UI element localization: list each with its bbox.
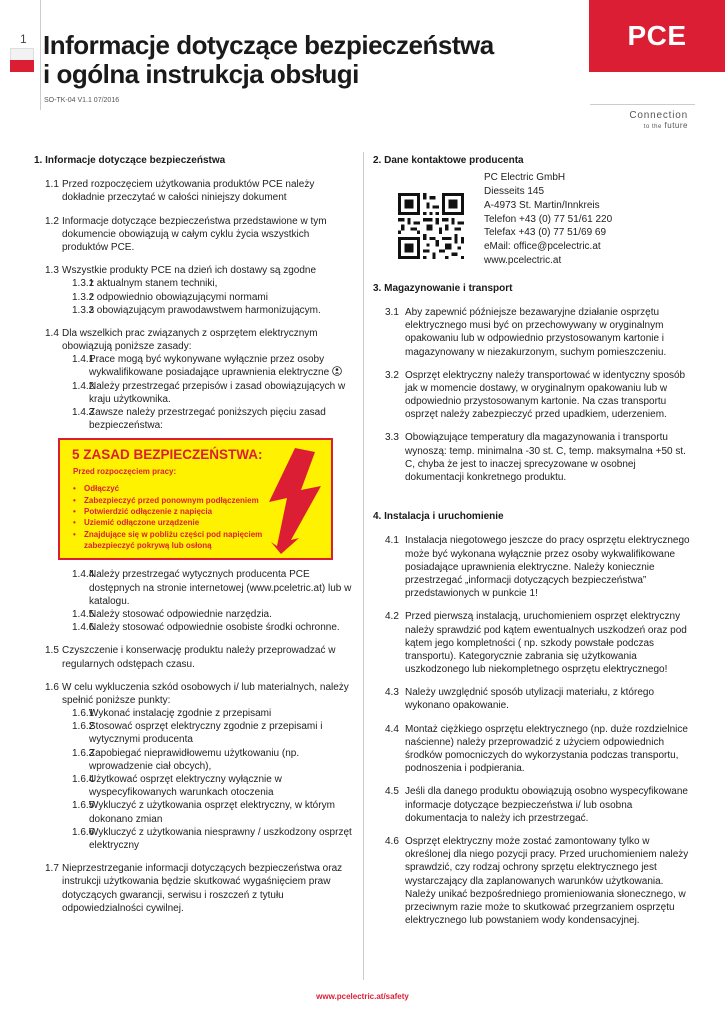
pce-logo	[589, 0, 725, 72]
list-item	[373, 610, 695, 676]
item-text: Wykluczyć z użytkowania osprzęt elektryczny, w którym dokonano zmian	[89, 800, 335, 825]
safety-box-title: 5 ZASAD BEZPIECZEŃSTWA:	[72, 447, 263, 463]
list-item	[34, 681, 356, 852]
page-number: 1	[20, 32, 27, 46]
item-text: Jeśli dla danego produktu obowiązują osobno wyspecyfikowane informacje dotyczące bezpieczeństwa i/ lub osobna dokumentacja to należy ich przestrzegać.	[405, 786, 688, 824]
list-item	[373, 306, 695, 359]
item-number: 1.4.3	[72, 407, 95, 418]
section-3-heading: 3. Magazynowanie i transport	[373, 282, 513, 294]
logo-text: PCE	[627, 19, 687, 51]
item-text: Osprzęt elektryczny należy transportować w identyczny sposób jak w momencie dostawy, w oryginalnym opakowaniu lub w odpowiednio przystosowanym kartonie. Na czas transportu osprzęt należy zabezpieczyć przed upadkiem, uderzeniem.	[405, 369, 686, 421]
item-text: Należy przestrzegać wytycznych producenta PCE dostępnych na stronie internetowej (www.pceletric.at) lub w katalogu.	[89, 569, 352, 607]
list-item	[34, 264, 356, 317]
item-text: Użytkować osprzęt elektryczny wyłącznie w wyspecyfikowanych warunkach otoczenia	[89, 774, 282, 799]
item-text: Informacje dotyczące bezpieczeństwa przedstawione w tym dokumencie obowiązują w całym cyklu życia wszystkich produktów PCE.	[62, 215, 327, 253]
item-text: Czyszczenie i konserwację produktu należy przeprowadzać w regularnych odstępach czasu.	[62, 645, 336, 670]
item-number: 1.4.5	[72, 608, 95, 620]
page-title	[43, 31, 513, 89]
tagline-future: future	[664, 121, 688, 131]
bullet: •	[73, 507, 76, 517]
right-column	[373, 154, 695, 937]
tagline-to-the: to the	[643, 124, 662, 131]
sub-item	[61, 747, 356, 773]
sub-item	[61, 353, 356, 379]
item-number: 3.1	[385, 306, 399, 318]
sub-item	[61, 707, 356, 720]
sub-item	[61, 773, 356, 799]
tagline-future-line	[629, 121, 688, 132]
sub-item	[61, 304, 356, 317]
item-number: 1.6.2	[72, 721, 95, 733]
item-text: Instalacja niegotowego jeszcze do pracy osprzętu elektrycznego może być wykonana wyłącznie przez osoby wykwalifikowane posiadające uprawnienia elektryczne. Należy koniecznie przestrzegać „informacji dotyczących bezpieczeństwa” przedstawionych w punkcie 1!	[405, 535, 690, 600]
item-number: 4.4	[385, 723, 399, 735]
item-number: 1.6.1	[72, 708, 95, 720]
list-item	[34, 215, 356, 255]
item-number: 1.1	[45, 179, 59, 191]
safety-rule	[73, 529, 273, 552]
item-number: 1.6	[45, 681, 59, 693]
contact-details	[484, 171, 612, 268]
safety-rules-box	[58, 438, 333, 560]
section-2-heading: 2. Dane kontaktowe producenta	[373, 155, 524, 166]
safety-rule	[73, 517, 273, 528]
safety-rule	[73, 483, 273, 494]
item-text: Montaż ciężkiego osprzętu elektrycznego (np. duże rozdzielnice naścienne) należy przeprowadzić z użyciem odpowiednich środków pomocniczych do wykorzystania podczas transportu, podnoszenia i podpierania.	[405, 723, 688, 775]
safety-box-intro: Przed rozpoczęciem pracy:	[73, 467, 177, 477]
list-item	[34, 862, 356, 915]
rule-text: Potwierdzić odłączenie z napięcia	[84, 507, 213, 517]
item-text: Należy przestrzegać przepisów i zasad obowiązujących w kraju użytkownika.	[89, 380, 346, 405]
item-number: 3.3	[385, 432, 399, 444]
item-number: 1.3.1	[72, 278, 95, 290]
qr-code-icon[interactable]	[398, 193, 464, 259]
item-number: 1.4.4	[72, 569, 95, 581]
item-text: Stosować osprzęt elektryczny zgodnie z przepisami i wytycznymi producenta	[89, 721, 323, 746]
polish-flag-icon	[10, 48, 34, 72]
list-item	[373, 835, 695, 927]
lightning-bolt-icon	[267, 446, 325, 554]
list-item	[373, 369, 695, 422]
bullet: •	[73, 484, 76, 494]
item-text: W celu wykluczenia szkód osobowych i/ lub materialnych, należy spełnić poniższe punkty:	[62, 681, 349, 706]
item-number: 4.1	[385, 535, 399, 547]
item-text: Obowiązujące temperatury dla magazynowania i transportu wynoszą: temp. minimalna -30 st. C, temp. maksymalna +50 st. C, chyba że jest to inaczej sprecyzowane w osobnej dokumentacji konkretnego produktu.	[405, 432, 686, 484]
item-number: 1.7	[45, 863, 59, 875]
safety-rule	[73, 495, 273, 506]
item-text: Przed rozpoczęciem użytkowania produktów PCE należy dokładnie przeczytać w całości niniejszy dokument	[62, 179, 315, 204]
rule-text: Znajdujące się w pobliżu części pod napięciem zabezpieczyć pokrywą lub osłoną	[84, 529, 263, 551]
item-text: Należy stosować odpowiednie narzędzia.	[89, 608, 272, 620]
title-line-2: i ogólna instrukcja obsługi	[43, 59, 359, 90]
section-4-heading: 4. Instalacja i uruchomienie	[373, 511, 504, 523]
item-number: 1.6.5	[72, 800, 95, 812]
list-item	[373, 686, 695, 712]
list-item	[373, 785, 695, 825]
item-number: 1.2	[45, 215, 59, 227]
item-text: Wykonać instalację zgodnie z przepisami	[89, 708, 272, 720]
title-line-1: Informacje dotyczące bezpieczeństwa	[43, 30, 494, 60]
city: A-4973 St. Martin/Innkreis	[484, 199, 600, 211]
list-item	[34, 568, 356, 634]
sub-item	[61, 720, 356, 746]
sub-item	[61, 277, 356, 290]
rule-text: Odłączyć	[84, 484, 120, 494]
contact-block	[373, 171, 695, 268]
item-text: Zapobiegać nieprawidłowemu użytkowaniu (np. wprowadzenie ciał obcych),	[89, 747, 300, 772]
safety-rule	[73, 506, 273, 517]
rule-text: Zabezpieczyć przed ponownym podłączeniem	[84, 495, 259, 505]
item-text	[89, 353, 356, 379]
list-item	[373, 431, 695, 484]
bullet: •	[73, 518, 76, 528]
fax: Telefax +43 (0) 77 51/69 69	[484, 227, 607, 239]
item-number: 3.2	[385, 369, 399, 381]
safety-rules-list	[73, 483, 273, 551]
left-column	[34, 154, 356, 925]
item-number: 1.4.2	[72, 380, 95, 392]
footer-url-link[interactable]: www.pcelectric.at/safety	[316, 992, 409, 1001]
item-number: 1.6.3	[72, 747, 95, 759]
bullet: •	[73, 529, 76, 539]
list-item	[34, 178, 356, 204]
item-number: 1.4.6	[72, 622, 95, 634]
list-item	[34, 644, 356, 670]
item-number: 1.3.2	[72, 291, 95, 303]
email-link[interactable]: eMail: office@pcelectric.at	[484, 241, 601, 253]
tagline-connection: Connection	[629, 110, 688, 121]
sub-item	[61, 799, 356, 825]
item-number: 4.3	[385, 687, 399, 699]
item-text: Wykluczyć z użytkowania niesprawny / uszkodzony osprzęt elektryczny	[89, 826, 352, 851]
sub-item	[61, 826, 356, 852]
sub-item	[61, 380, 356, 406]
item-text: Aby zapewnić późniejsze bezawaryjne działanie osprzętu elektrycznego musi być on przechowywany w oryginalnym opakowaniu lub w odpowiednio przystosowanym kartonie i magazynowany w niezakurzonym, suchym pomieszczeniu.	[405, 306, 667, 358]
item-number: 4.2	[385, 611, 399, 623]
bullet: •	[73, 495, 76, 505]
item-number: 1.3.3	[72, 304, 95, 316]
item-text: Zawsze należy przestrzegać poniższych pięciu zasad bezpieczeństwa:	[89, 407, 326, 432]
tagline	[629, 109, 688, 132]
section-1-heading: 1. Informacje dotyczące bezpieczeństwa	[34, 155, 226, 166]
item-number: 1.4	[45, 327, 59, 339]
sub-item	[61, 406, 356, 432]
item-text: Dla wszelkich prac związanych z osprzętem elektrycznym obowiązują poniższe zasady:	[62, 327, 318, 353]
item-text: Nieprzestrzeganie informacji dotyczących bezpieczeństwa oraz instrukcji użytkowania będzie skutkować wygaśnięciem praw dotyczących gwarancji, serwisu i roszczeń z tytułu odpowiedzialności cywilnej.	[62, 863, 343, 914]
item-text: Przed pierwszą instalacją, uruchomieniem osprzęt elektryczny należy sprawdzić pod kątem ewentualnych uszkodzeń oraz pod kątem jego kompletności ( np. szkody powstałe podczas transportu). Kategorycznie zabrania się użytkowania uszkodzonego lub niekompletnego osprzętu elektrycznego!	[405, 611, 687, 676]
item-number: 4.5	[385, 786, 399, 798]
item-text: Należy uwzględnić sposób utylizacji materiału, z którego wykonano opakowanie.	[405, 687, 655, 712]
sub-item	[61, 608, 356, 621]
item-text: Osprzęt elektryczny może zostać zamontowany tylko w określonej dla niego pozycji pracy. Przed uruchomieniem należy sprawdzić, czy rodzaj ochrony sprzętu elektrycznego jest wystarczający dla zaplanowanych warunków użytkowania. Należy unikać bezpośredniego promieniowania słonecznego, w przeciwnym razie może to skutkować przegrzaniem osprzętu elektrycznego lub powstaniem wody kondensacyjnej.	[405, 835, 689, 927]
item-text: z odpowiednio obowiązującymi normami	[89, 291, 268, 303]
item-number: 4.6	[385, 835, 399, 847]
phone: Telefon +43 (0) 77 51/61 220	[484, 213, 613, 225]
item-text: Wszystkie produkty PCE na dzień ich dostawy są zgodne	[62, 265, 317, 277]
item-number: 1.6.4	[72, 774, 95, 785]
item-text: Należy stosować odpowiednie osobiste środki ochronne.	[89, 622, 340, 634]
item-text: z aktualnym stanem techniki,	[89, 278, 218, 290]
sub-item	[61, 621, 356, 634]
sub-item	[61, 291, 356, 304]
rule-text: Uziemić odłączone urządzenie	[84, 518, 200, 528]
website-link[interactable]: www.pcelectric.at	[484, 254, 562, 266]
item-text: z obowiązującym prawodawstwem harmonizującym.	[89, 304, 321, 316]
item-number: 1.6.6	[72, 826, 95, 838]
logo-underline	[590, 104, 695, 105]
item-number: 1.3	[45, 265, 59, 277]
document-id: SO-TK-04 V1.1 07/2016	[44, 97, 120, 104]
item-number: 1.5	[45, 645, 59, 657]
sub-item	[61, 568, 356, 608]
electrician-icon	[332, 366, 342, 376]
list-item	[34, 327, 356, 433]
list-item	[373, 723, 695, 776]
list-item	[373, 534, 695, 600]
item-text-content: Prace mogą być wykonywane wyłącznie przez osoby wykwalifikowane posiadające uprawnienia elektryczne	[89, 354, 330, 379]
street: Diesseits 145	[484, 185, 545, 197]
item-number: 1.4.1	[72, 354, 95, 366]
column-divider	[363, 152, 364, 980]
header-divider	[40, 0, 41, 110]
company-name: PC Electric GmbH	[484, 172, 566, 184]
